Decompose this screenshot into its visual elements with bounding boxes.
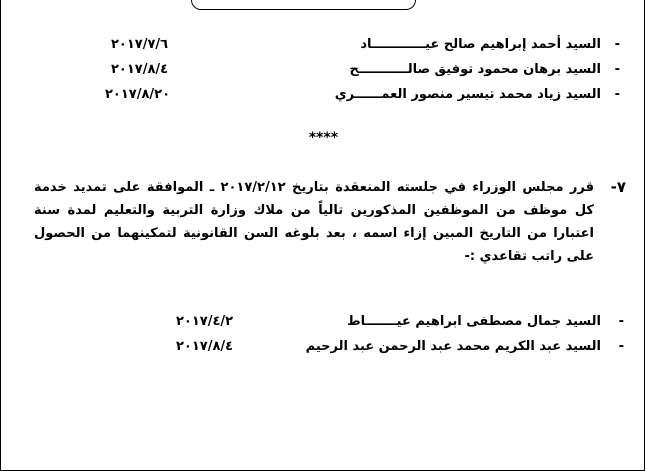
list-dash: - (614, 37, 620, 52)
employee-name: السيد عبد الكريم محمد عبد الرحمن عبد الرحيم (305, 339, 601, 354)
list-item (1, 33, 645, 57)
employee-name: السيد جمال مصطفى ابراهيم عيـــــــاط (347, 314, 601, 329)
page-header-tab (191, 0, 416, 10)
list-dash: - (614, 62, 620, 77)
list-dash: - (614, 87, 620, 102)
extension-date: ٢٠١٧/٨/٤ (111, 62, 169, 77)
extension-date: ٢٠١٧/٤/٢ (176, 314, 234, 329)
list-item (1, 335, 645, 359)
employee-name: السيد برهان محمود توفيق صالـــــــــــح (349, 62, 601, 77)
list-item (1, 58, 645, 82)
item-number: -٧ (610, 178, 626, 196)
extension-date: ٢٠١٧/٧/٦ (111, 37, 169, 52)
extension-date: ٢٠١٧/٨/٤ (176, 339, 234, 354)
list-dash: - (618, 314, 624, 329)
section-separator: **** (308, 130, 339, 146)
employee-name: السيد زياد محمد تيسير منصور العمــــــري (334, 87, 601, 102)
employee-name: السيد أحمد إبراهيم صالح عيــــــــــــاد (360, 37, 601, 52)
extension-date: ٢٠١٧/٨/٢٠ (105, 87, 171, 102)
list-item (1, 83, 645, 107)
list-item (1, 310, 645, 334)
list-dash: - (618, 339, 624, 354)
decision-paragraph: قرر مجلس الوزراء في جلسته المنعقدة بتاريخ ٢٠١٧/٢/١٢ ـ الموافقة على تمديد خدمة كل موظف من الموظفين المذكورين تالياً من ملاك وزارة التربية والتعليم لمدة سنة اعتبارا من التاريخ المبين إزاء اسمه ، بعد بلوغه السن القانونية لتمكينهما من الحصول على راتب تقاعدي :- (34, 180, 594, 264)
